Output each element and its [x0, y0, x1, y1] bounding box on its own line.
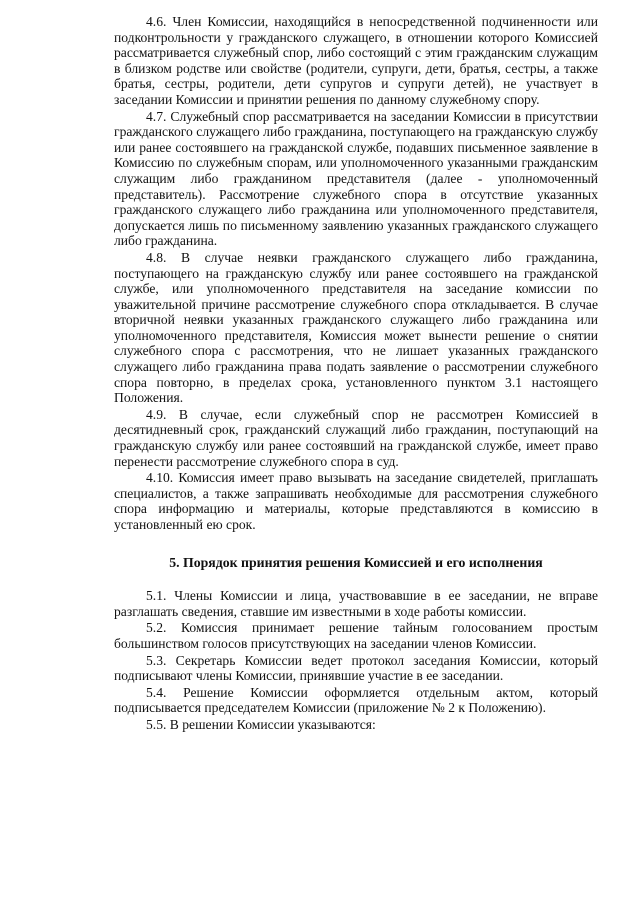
paragraph-5-3: 5.3. Секретарь Комиссии ведет протокол заседания Комиссии, который подписывают члены Комиссии, принявшие участие в ее заседании.: [114, 652, 598, 684]
paragraph-5-1: 5.1. Члены Комиссии и лица, участвовавшие в ее заседании, не вправе разглашать сведения, ставшие им известными в ходе работы комиссии.: [114, 588, 598, 619]
paragraph-5-2: 5.2. Комиссия принимает решение тайным голосованием простым большинством голосов присутствующих на заседании членов Комиссии.: [114, 620, 598, 651]
paragraph-4-6: 4.6. Член Комиссии, находящийся в непосредственной подчиненности или подконтрольности у гражданского служащего, в отношении которого Комиссией рассматривается служебный спор, либо состоящий с этим гражданским служащим в близком родстве или свойстве (родители, супруги, дети, братья, сестры, а также братья, сестры, родители, дети супругов и супруги детей), не участвует в заседании Комиссии и принятии решения по данному служебному спору.: [114, 14, 598, 107]
section-heading: 5. Порядок принятия решения Комиссией и его исполнения: [169, 554, 543, 570]
paragraph-5-5: 5.5. В решении Комиссии указываются:: [146, 716, 376, 732]
paragraph-4-10: 4.10. Комиссия имеет право вызывать на заседание свидетелей, приглашать специалистов, а также запрашивать необходимые для рассмотрения служебного спора информацию и материалы, которые представляются в комиссию в установленный ею срок.: [114, 470, 598, 532]
paragraph-4-7: 4.7. Служебный спор рассматривается на заседании Комиссии в присутствии гражданского служащего либо гражданина, поступающего на гражданскую службу или ранее состоявшего на гражданской службе, подавших письменное заявление в Комиссию по служебным спорам, или уполномоченного указанными гражданским служащим либо гражданином представителя (далее - уполномоченный представитель). Рассмотрение служебного спора в отсутствие указанных гражданского служащего либо гражданина или уполномоченного представителя, допускается лишь по письменному заявлению указанных гражданского служащего либо гражданина.: [114, 108, 598, 249]
paragraph-4-9: 4.9. В случае, если служебный спор не рассмотрен Комиссией в десятидневный срок, гражданский служащий либо гражданин, поступающий на гражданскую службу или ранее состоявший на гражданской службе, имеет право перенести рассмотрение служебного спора в суд.: [114, 406, 598, 469]
paragraph-5-4: 5.4. Решение Комиссии оформляется отдельным актом, который подписывается председателем Комиссии (приложение № 2 к Положению).: [114, 684, 598, 716]
document-body: [114, 14, 598, 734]
paragraph-4-8: 4.8. В случае неявки гражданского служащего либо гражданина, поступающего на гражданскую службу или ранее состоявшего на гражданской службе, или уполномоченного представителя на заседание комиссии по уважительной причине рассмотрение служебного спора откладывается. В случае вторичной неявки указанных гражданского служащего либо гражданина или уполномоченного представителя, Комиссия может вынести решение о снятии служебного спора с рассмотрения, что не лишает указанных гражданского служащего либо гражданина права подать заявление о рассмотрении служебного спора повторно, в пределах срока, установленного пунктом 3.1 настоящего Положения.: [114, 249, 598, 406]
